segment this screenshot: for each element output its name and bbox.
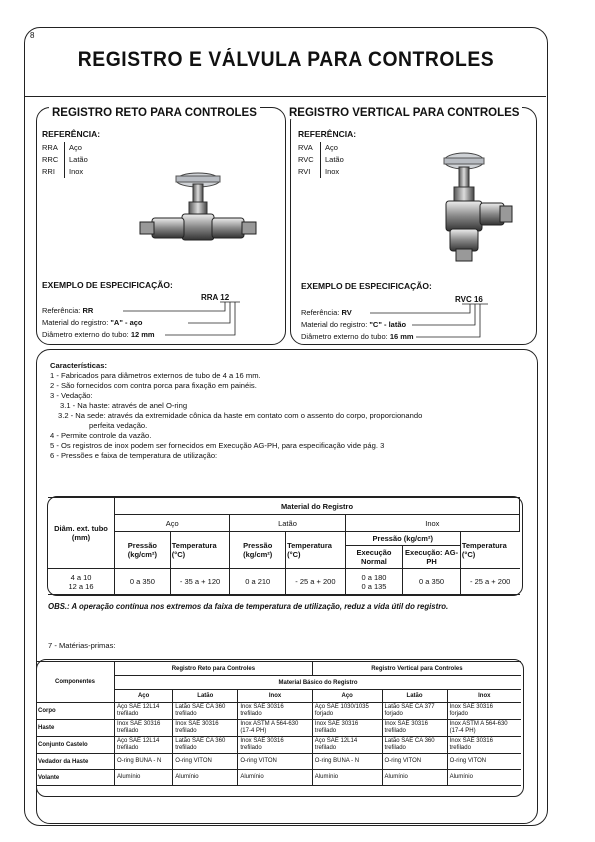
material-line: Inox SAE 30316 [240, 704, 284, 710]
spec-diam-prefix: Diâmetro externo do tubo: [301, 332, 390, 341]
inox-temp: - 25 a + 200 [460, 569, 519, 595]
material-line: Inox SAE 30316 [314, 721, 359, 727]
material-line: Inox SAE 30316 [449, 738, 493, 744]
aco-temp: - 35 a + 120 [170, 569, 230, 595]
left-spec-connectors [120, 300, 250, 340]
material-line: Latão SAE CA 360 [384, 738, 435, 744]
material-line: forjado [449, 711, 468, 717]
ref-material: Aço [325, 143, 338, 152]
material-line: trefilado [175, 711, 197, 717]
material-line: Inox SAE 30316 [240, 738, 284, 744]
basic-material-header: Material Básico do Registro [115, 676, 522, 690]
material-line: forjado [314, 711, 334, 717]
col-header: Latão [173, 690, 238, 703]
component-name: Haste [36, 720, 115, 737]
left-ref-table [42, 142, 88, 178]
material-line: Alumínio [117, 774, 141, 780]
ref-material: Inox [69, 167, 84, 176]
inox-header: Inox [345, 515, 519, 532]
vertical-header: Registro Vertical para Controles [312, 662, 521, 676]
characteristic-item: perfeita vedação. [89, 421, 148, 430]
aco-header: Aço [115, 515, 230, 532]
material-line: trefilado [314, 745, 337, 751]
material-line: Inox SAE 30316 [384, 721, 428, 727]
material-line: trefilado [117, 745, 139, 751]
characteristic-item: 6 - Pressões e faixa de temperatura de utilização: [50, 451, 218, 460]
ref-row [42, 166, 88, 178]
page-title: REGISTRO E VÁLVULA PARA CONTROLES [77, 48, 495, 71]
right-ref-label: REFERÊNCIA: [298, 129, 357, 139]
characteristic-item: 3 - Vedação: [50, 391, 93, 400]
ref-material: Inox [325, 167, 340, 176]
col-header: Inox [238, 690, 312, 703]
reto-header: Registro Reto para Controles [115, 662, 313, 676]
title-divider [24, 96, 546, 97]
inox-normal-value: 0 a 135 [361, 581, 387, 591]
right-example-code: RVC 16 [455, 295, 483, 304]
material-line: Alumínio [314, 774, 339, 780]
diam-header: Diâm. ext. tubo (mm) [48, 498, 115, 569]
aco-pressure-header: Pressão (kg/cm²) [115, 532, 171, 569]
material-line: O-ring VITON [384, 758, 422, 764]
left-example-label: EXEMPLO DE ESPECIFICAÇÃO: [42, 280, 173, 290]
characteristic-item: 1 - Fabricados para diâmetros externos de tubo de 4 a 16 mm. [50, 371, 261, 380]
material-line: trefilado [175, 745, 197, 751]
material-line: Aço SAE 12L14 [117, 704, 160, 710]
spec-mat-prefix: Material do registro: [301, 320, 370, 329]
components-header: Componentes [36, 662, 115, 703]
left-spec-ref [42, 306, 93, 315]
characteristic-item: 3.2 - Na sede: através da extremidade cônica da haste em contato com o assento do corpo, proporcionando [58, 411, 423, 420]
material-line: trefilado [384, 745, 406, 751]
latao-pressure: 0 a 210 [230, 569, 286, 595]
material-line: (17-4 PH) [240, 728, 267, 734]
material-line: trefilado [175, 728, 197, 734]
ref-code: RRC [42, 154, 65, 166]
material-line: Inox SAE 30316 [175, 721, 219, 727]
col-header: Aço [312, 690, 382, 703]
material-line: Latão SAE CA 360 [175, 738, 226, 744]
spec-ref-value: RV [341, 308, 352, 317]
ref-code: RVC [298, 154, 321, 166]
characteristic-item: 2 - São fornecidos com contra porca para fixação em painéis. [50, 381, 257, 390]
spec-mat-value: "A" - aço [110, 318, 143, 327]
ref-row [298, 142, 344, 154]
material-line: O-ring VITON [240, 758, 277, 764]
material-line: O-ring VITON [175, 758, 212, 764]
col-header: Aço [115, 690, 173, 703]
col-header: Inox [447, 690, 521, 703]
left-ref-label: REFERÊNCIA: [42, 129, 101, 139]
material-line: trefilado [117, 728, 139, 734]
characteristics-heading: Características: [50, 361, 107, 370]
materials-frame [36, 659, 524, 797]
ref-code: RVI [298, 166, 321, 178]
aco-temp-header: Temperatura (°C) [170, 532, 230, 569]
latao-temp-header: Temperatura (°C) [286, 532, 346, 569]
latao-header: Latão [230, 515, 345, 532]
vertical-valve-image [422, 145, 518, 265]
pressure-frame [47, 496, 523, 596]
spec-mat-value: "C" - latão [369, 320, 407, 329]
ref-code: RVA [298, 142, 321, 154]
left-box-title: REGISTRO RETO PARA CONTROLES [49, 107, 260, 119]
ref-code: RRA [42, 142, 65, 154]
material-line: Inox SAE 30316 [449, 704, 493, 710]
ref-code: RRI [42, 166, 65, 178]
material-line: Inox SAE 30316 [117, 721, 161, 727]
material-line: Latão SAE CA 377 [384, 704, 435, 710]
ref-material: Aço [69, 143, 82, 152]
material-line: trefilado [240, 711, 262, 717]
material-line: O-ring BUNA - N [314, 758, 360, 764]
material-line: trefilado [240, 745, 262, 751]
inox-normal-value: 0 a 180 [361, 572, 387, 582]
spec-ref-prefix: Referência: [301, 308, 342, 317]
component-name: Volante [36, 770, 115, 786]
diam-value: 12 a 16 [68, 581, 94, 591]
diam-value: 4 a 10 [70, 572, 92, 582]
material-line: Aço SAE 12L14 [117, 738, 160, 744]
material-line: Inox ASTM A 564-630 [449, 721, 508, 727]
ref-material: Latão [69, 155, 88, 164]
page-number: 8 [30, 31, 35, 40]
material-line: Alumínio [384, 774, 408, 780]
spec-diam-value: 12 mm [130, 330, 155, 339]
material-line: Aço SAE 12L14 [314, 738, 358, 744]
spec-diam-prefix: Diâmetro externo do tubo: [42, 330, 131, 339]
material-line: (17-4 PH) [449, 728, 476, 734]
left-example-code: RRA 12 [201, 293, 230, 302]
material-line: forjado [384, 711, 403, 717]
right-box-title: REGISTRO VERTICAL PARA CONTROLES [286, 107, 522, 119]
material-line: Latão SAE CA 360 [175, 704, 226, 710]
exec-normal-header: Execução Normal [346, 546, 404, 568]
ref-material: Latão [325, 155, 344, 164]
col-header: Latão [382, 690, 447, 703]
component-name: Vedador da Haste [36, 754, 115, 770]
inox-pressure-header: Pressão (kg/cm²) [346, 532, 460, 546]
component-name: Conjunto Castelo [36, 737, 115, 754]
material-line: trefilado [117, 711, 139, 717]
material-line: Alumínio [449, 774, 473, 780]
exec-agph-header: Execução: AG-PH [405, 548, 459, 566]
spec-mat-prefix: Material do registro: [42, 318, 111, 327]
material-line: trefilado [449, 745, 471, 751]
material-line: O-ring VITON [449, 758, 487, 764]
material-line: trefilado [384, 728, 406, 734]
material-line: Alumínio [240, 774, 264, 780]
ref-row [298, 154, 344, 166]
right-spec-ref [301, 308, 352, 317]
inox-temp-header: Temperatura (°C) [460, 532, 519, 569]
straight-valve-image [132, 162, 264, 262]
right-ref-table [298, 142, 344, 178]
right-example-label: EXEMPLO DE ESPECIFICAÇÃO: [301, 281, 432, 291]
material-line: trefilado [314, 728, 337, 734]
spec-ref-value: RR [82, 306, 94, 315]
aco-pressure: 0 a 350 [115, 569, 171, 595]
material-line: O-ring BUNA - N [117, 758, 162, 764]
ref-row [42, 142, 88, 154]
characteristic-item: 3.1 - Na haste: através de anel O-ring [60, 401, 188, 410]
ref-row [298, 166, 344, 178]
material-line: Inox ASTM A 564-630 [240, 721, 299, 727]
inox-agph-pressure: 0 a 350 [403, 569, 461, 595]
material-line: Aço SAE 1030/1035 [314, 704, 369, 710]
material-line: Alumínio [175, 774, 199, 780]
characteristic-item: 5 - Os registros de inox podem ser fornecidos em Execução AG-PH, para especificação vide pág. 3 [50, 441, 385, 450]
obs-note: OBS.: A operação contínua nos extremos da faixa de temperatura de utilização, reduz a vida útil do registro. [48, 602, 449, 611]
raw-materials-label: 7 - Matérias-primas: [48, 641, 116, 650]
spec-diam-value: 16 mm [389, 332, 414, 341]
spec-ref-prefix: Referência: [42, 306, 83, 315]
latao-temp: - 25 a + 200 [286, 569, 346, 595]
component-name: Corpo [36, 703, 115, 720]
characteristic-item: 4 - Permite controle da vazão. [50, 431, 152, 440]
material-header: Material do Registro [115, 498, 520, 515]
ref-row [42, 154, 88, 166]
right-spec-connectors [370, 302, 500, 342]
latao-pressure-header: Pressão (kg/cm²) [230, 532, 286, 569]
